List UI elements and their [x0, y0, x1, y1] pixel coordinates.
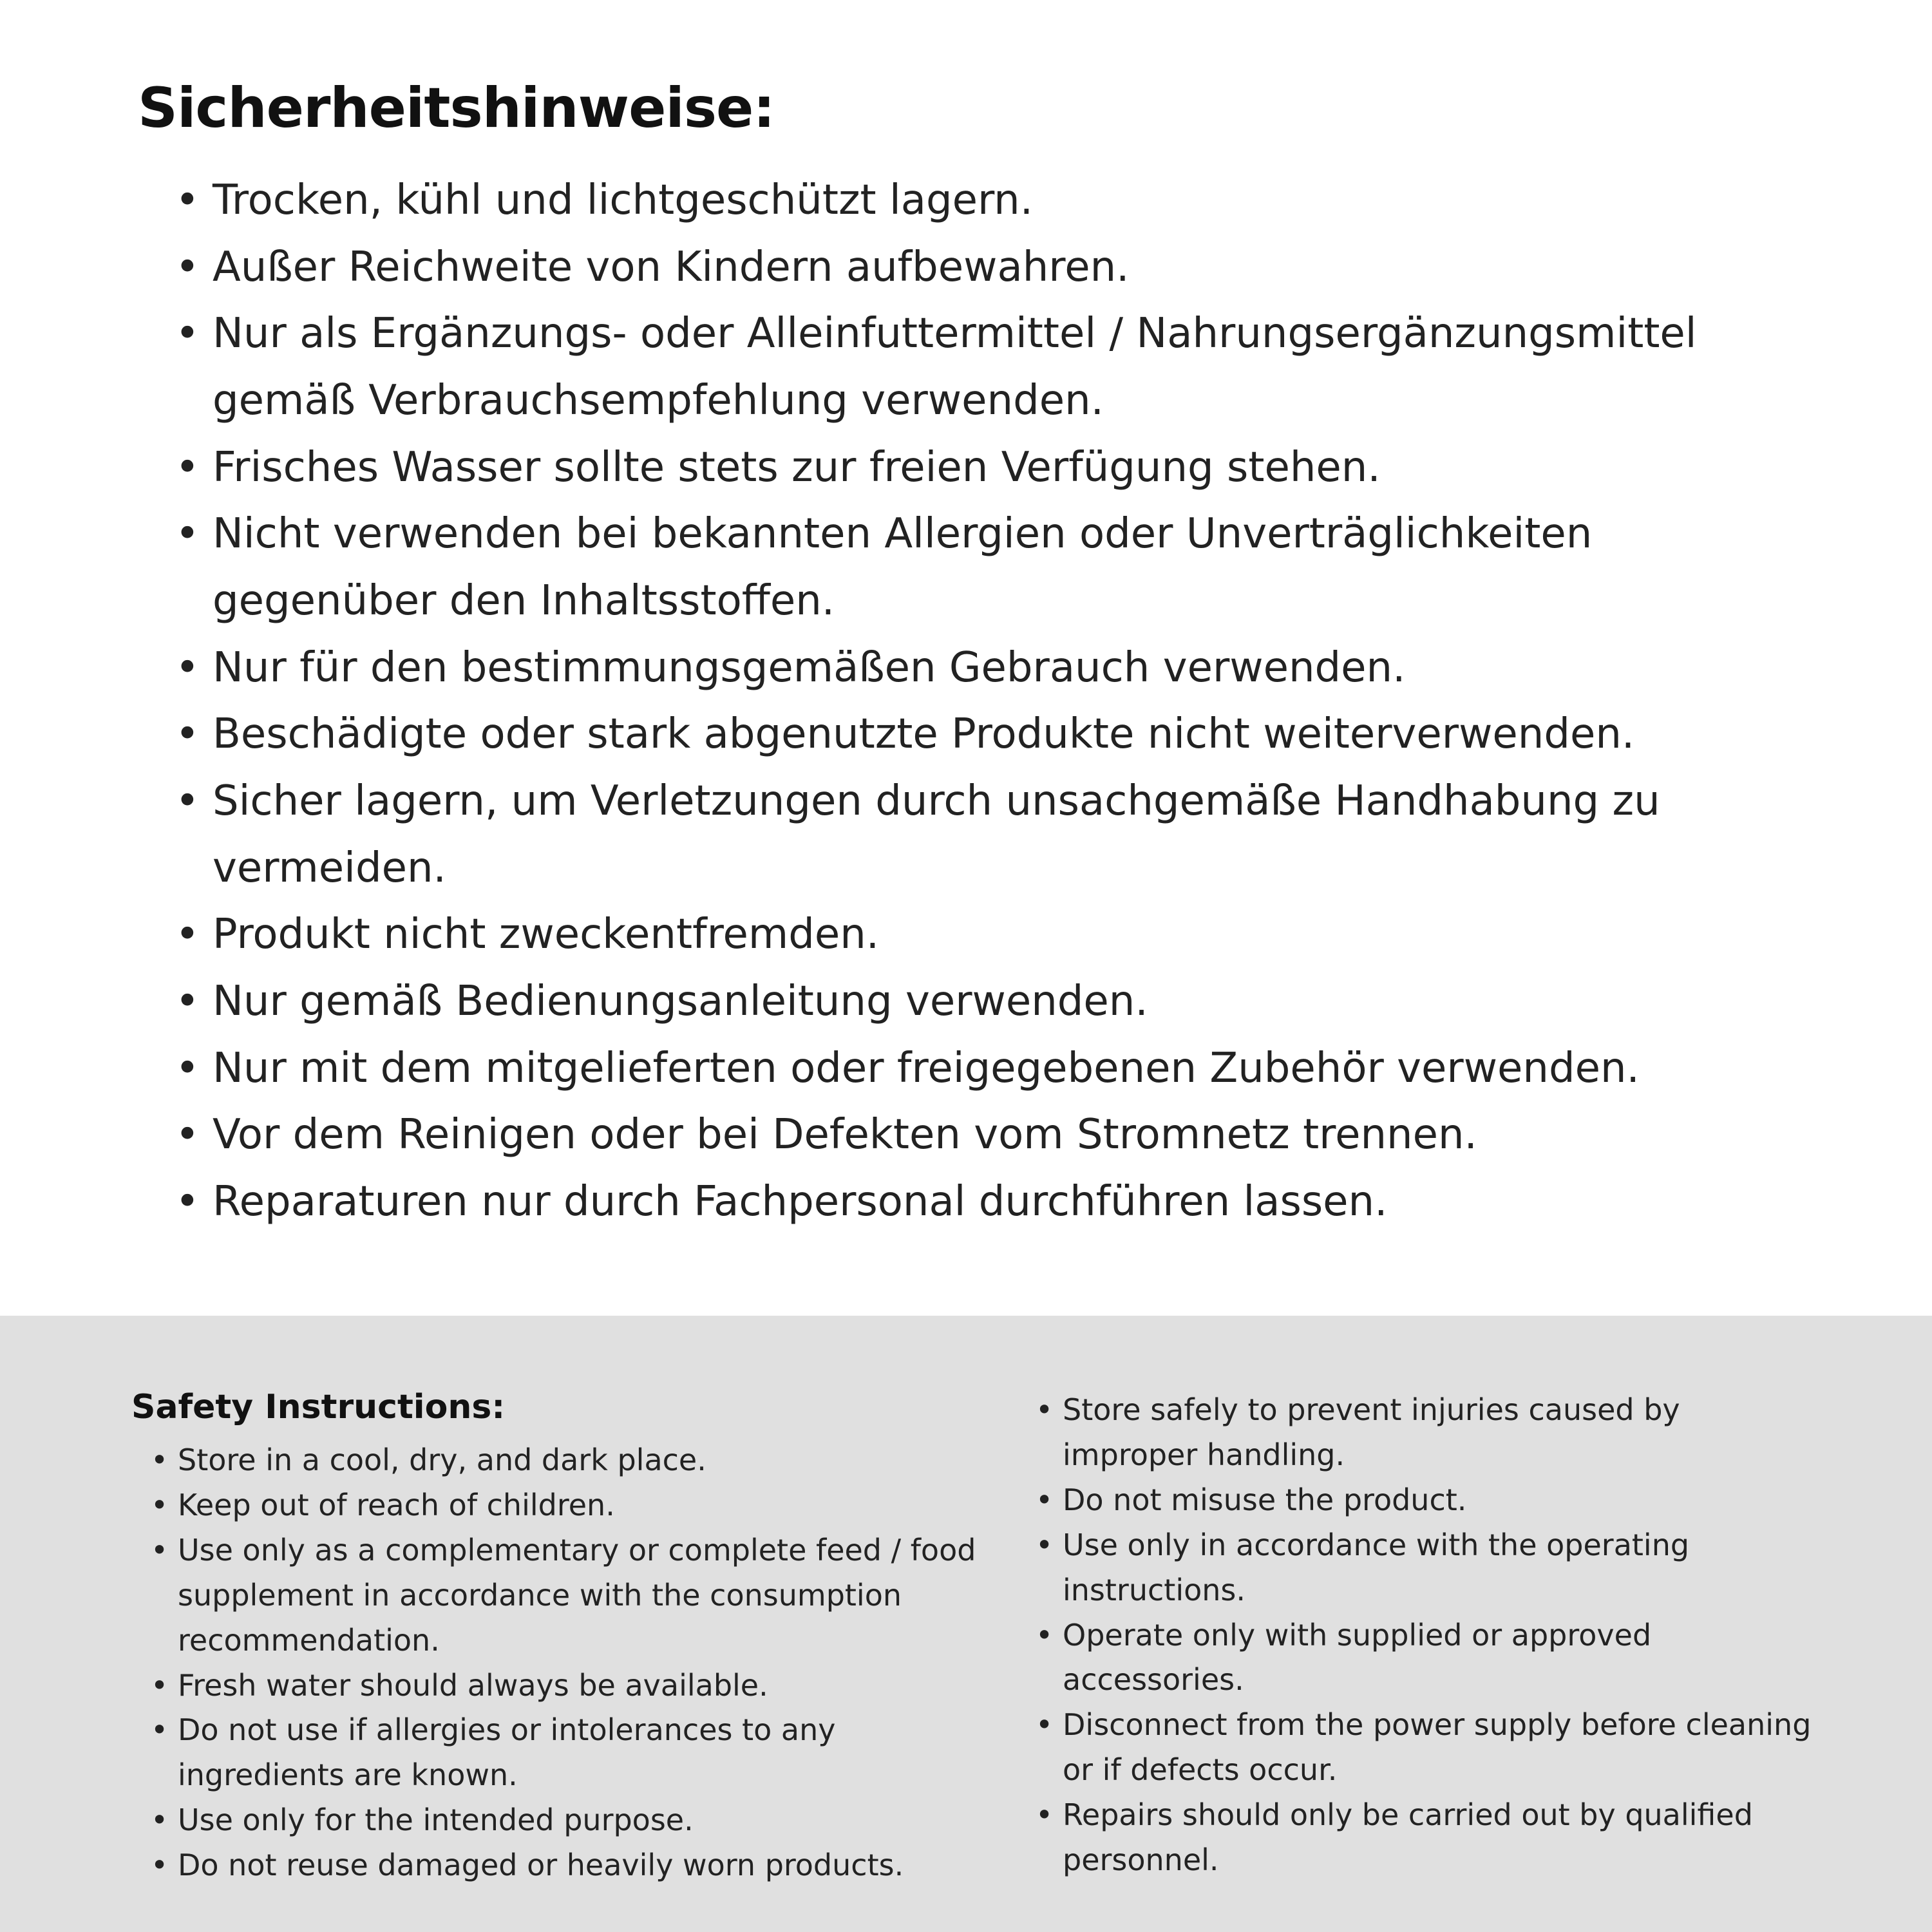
instruction-text: Use only for the intended purpose.	[178, 1803, 694, 1838]
bullet-marker: •	[1036, 1392, 1054, 1427]
instruction-item	[175, 635, 1816, 702]
instruction-text: Do not misuse the product.	[1063, 1482, 1467, 1517]
instruction-text: Nicht verwenden bei bekannten Allergien oder Unverträglichkeiten gegenüber den Inhaltsstoffen.	[213, 510, 1593, 625]
instruction-text: Store safely to prevent injuries caused by improper handling.	[1063, 1392, 1680, 1472]
instruction-text: Nur gemäß Bedienungsanleitung verwenden.	[213, 978, 1148, 1026]
bullet-marker: •	[175, 1111, 200, 1159]
instruction-text: Disconnect from the power supply before cleaning or if defects occur.	[1063, 1707, 1812, 1788]
bullet-marker: •	[151, 1532, 169, 1567]
bullet-marker: •	[175, 1044, 200, 1092]
instruction-text: Beschädigte oder stark abgenutzte Produkte nicht weiterverwenden.	[213, 710, 1635, 759]
english-heading: Safety Instructions:	[131, 1388, 506, 1426]
instruction-item	[1036, 1613, 1823, 1703]
english-column-left	[131, 1388, 1036, 1932]
instruction-item	[175, 167, 1816, 234]
bullet-marker: •	[175, 243, 200, 291]
instruction-text: Vor dem Reinigen oder bei Defekten vom Stromnetz trennen.	[213, 1111, 1477, 1159]
instruction-item	[175, 1102, 1816, 1169]
instruction-item	[151, 1798, 984, 1843]
instruction-item	[151, 1483, 984, 1528]
instruction-text: Do not use if allergies or intolerances to any ingredients are known.	[178, 1712, 836, 1793]
bullet-marker: •	[175, 710, 200, 759]
bullet-marker: •	[1036, 1617, 1054, 1653]
bullet-marker: •	[175, 643, 200, 692]
bullet-marker: •	[1036, 1797, 1054, 1833]
bullet-marker: •	[1036, 1527, 1054, 1562]
instruction-item	[1036, 1703, 1823, 1793]
instruction-item	[175, 969, 1816, 1036]
instruction-item	[1036, 1793, 1823, 1883]
bullet-marker: •	[151, 1667, 169, 1703]
instruction-item	[175, 1169, 1816, 1236]
instruction-text: Nur als Ergänzungs- oder Alleinfuttermittel / Nahrungsergänzungsmittel gemäß Verbrauchsempfehlung verwenden.	[213, 310, 1697, 425]
instruction-text: Do not reuse damaged or heavily worn products.	[178, 1848, 904, 1883]
german-heading: Sicherheitshinweise:	[138, 76, 775, 140]
instruction-text: Trocken, kühl und lichtgeschützt lagern.	[213, 176, 1034, 224]
bullet-marker: •	[151, 1848, 169, 1883]
instruction-text: Use only in accordance with the operating instructions.	[1063, 1527, 1690, 1607]
bullet-marker: •	[175, 978, 200, 1026]
bullet-marker: •	[151, 1803, 169, 1838]
bullet-marker: •	[175, 1178, 200, 1226]
bullet-marker: •	[151, 1712, 169, 1748]
english-section	[0, 1316, 1932, 1932]
bullet-marker: •	[175, 777, 200, 826]
instruction-item	[175, 301, 1816, 434]
german-instruction-list	[138, 167, 1816, 1236]
instruction-text: Fresh water should always be available.	[178, 1667, 768, 1703]
instruction-text: Use only as a complementary or complete feed / food supplement in accordance with the consumption recommendation.	[178, 1532, 976, 1658]
instruction-text: Repairs should only be carried out by qualified personnel.	[1063, 1797, 1753, 1878]
bullet-marker: •	[175, 911, 200, 959]
bullet-marker: •	[1036, 1707, 1054, 1743]
instruction-item	[175, 768, 1816, 902]
instruction-text: Store in a cool, dry, and dark place.	[178, 1443, 706, 1477]
instruction-text: Operate only with supplied or approved accessories.	[1063, 1617, 1652, 1698]
instruction-item	[175, 902, 1816, 969]
instruction-text: Reparaturen nur durch Fachpersonal durchführen lassen.	[213, 1178, 1388, 1226]
instruction-item	[175, 1036, 1816, 1103]
bullet-marker: •	[175, 443, 200, 491]
bullet-marker: •	[175, 510, 200, 558]
bullet-marker: •	[1036, 1482, 1054, 1517]
instruction-text: Nur für den bestimmungsgemäßen Gebrauch verwenden.	[213, 643, 1406, 692]
instruction-item	[151, 1663, 984, 1709]
instruction-item	[175, 435, 1816, 502]
bullet-marker: •	[175, 310, 200, 358]
instruction-text: Sicher lagern, um Verletzungen durch unsachgemäße Handhabung zu vermeiden.	[213, 777, 1660, 892]
instruction-item	[1036, 1388, 1823, 1478]
instruction-text: Produkt nicht zweckentfremden.	[213, 911, 880, 959]
english-column-right	[1036, 1388, 1848, 1932]
instruction-item	[1036, 1523, 1823, 1613]
instruction-item	[151, 1438, 984, 1483]
instruction-item	[151, 1528, 984, 1663]
instruction-text: Nur mit dem mitgelieferten oder freigegebenen Zubehör verwenden.	[213, 1044, 1640, 1092]
bullet-marker: •	[151, 1443, 169, 1477]
instruction-text: Außer Reichweite von Kindern aufbewahren.	[213, 243, 1130, 291]
instruction-item	[175, 501, 1816, 634]
instruction-item	[175, 234, 1816, 301]
instruction-item	[1036, 1478, 1823, 1523]
english-instruction-list-left	[131, 1438, 984, 1888]
instruction-item	[151, 1708, 984, 1798]
instruction-text: Keep out of reach of children.	[178, 1487, 615, 1522]
instruction-item	[175, 701, 1816, 768]
english-instruction-list-right	[1036, 1388, 1823, 1883]
instruction-text: Frisches Wasser sollte stets zur freien Verfügung stehen.	[213, 443, 1381, 491]
bullet-marker: •	[151, 1487, 169, 1522]
instruction-item	[151, 1843, 984, 1888]
bullet-marker: •	[175, 176, 200, 224]
